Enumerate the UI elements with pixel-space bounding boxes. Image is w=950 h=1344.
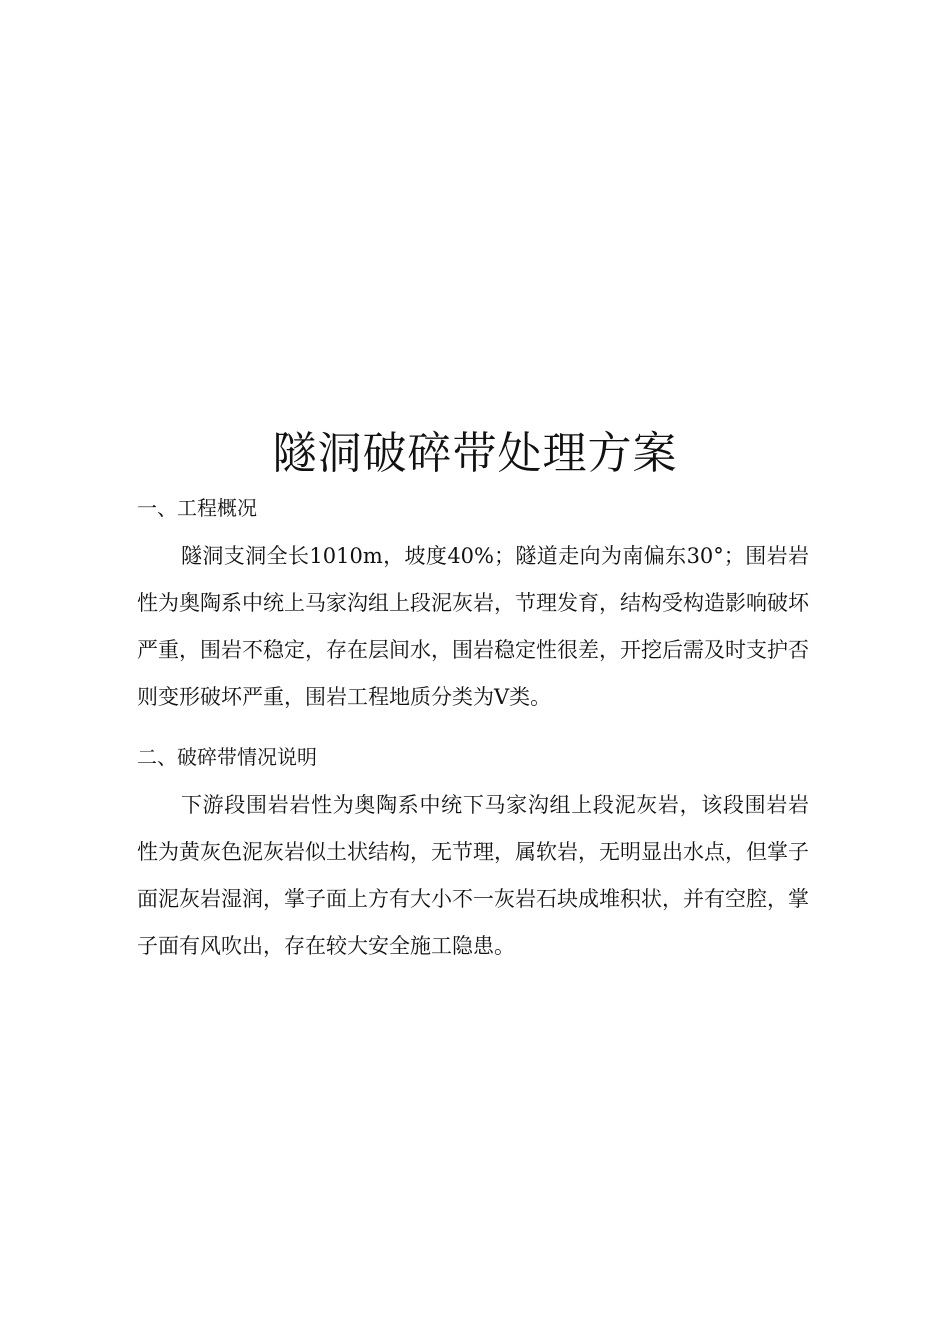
section-heading-overview: 一、工程概况 (137, 496, 257, 520)
section-heading-fracture-zone: 二、破碎带情况说明 (137, 745, 317, 769)
section-paragraph-overview: 隧洞支洞全长1010m，坡度40%；隧道走向为南偏东30°；围岩岩性为奥陶系中统上马家沟组上段泥灰岩，节理发育，结构受构造影响破坏严重，围岩不稳定，存在层间水，围岩稳定性很差，开挖后需及时支护否则变形破坏严重，围岩工程地质分类为Ⅴ类。 (137, 544, 809, 709)
section-paragraph-fracture-zone: 下游段围岩岩性为奥陶系中统下马家沟组上段泥灰岩，该段围岩岩性为黄灰色泥灰岩似土状结构，无节理，属软岩，无明显出水点，但掌子面泥灰岩湿润，掌子面上方有大小不一灰岩石块成堆积状，并有空腔，掌子面有风吹出，存在较大安全施工隐患。 (137, 793, 809, 958)
document-title: 隧洞破碎带处理方案 (272, 428, 678, 479)
